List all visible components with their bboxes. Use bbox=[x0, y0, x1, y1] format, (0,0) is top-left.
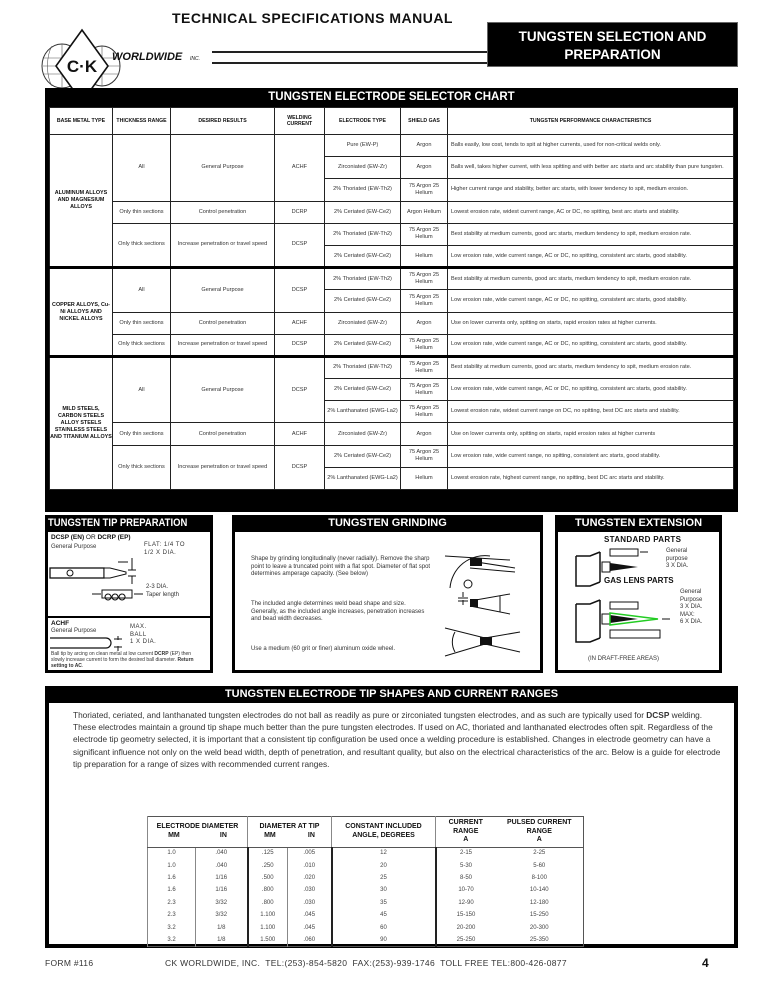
welding-current: DCRP bbox=[275, 201, 325, 223]
electrode-type: 2% Ceriated (EW-Ce2) bbox=[325, 201, 401, 223]
electrode-mm: 1.0 bbox=[148, 847, 196, 859]
electrode-type: 2% Ceriated (EW-Ce2) bbox=[325, 290, 401, 312]
electrode-mm: 2.3 bbox=[148, 897, 196, 909]
table-row bbox=[148, 934, 584, 946]
desired-result: Increase penetration or travel speed bbox=[171, 223, 275, 267]
current-range: 15-150 bbox=[436, 909, 496, 921]
shield-gas: 75 Argon 25 Helium bbox=[401, 445, 448, 467]
pulsed-current-range: 8-100 bbox=[496, 872, 584, 884]
tip-mm: 1.100 bbox=[248, 909, 288, 921]
col-angle: CONSTANT INCLUDED ANGLE, DEGREES bbox=[332, 817, 436, 848]
electrode-in: 3/32 bbox=[196, 897, 248, 909]
current-range-table bbox=[147, 816, 584, 947]
electrode-type: 2% Ceriated (EW-Ce2) bbox=[325, 245, 401, 267]
table-row bbox=[148, 847, 584, 859]
electrode-mm: 3.2 bbox=[148, 934, 196, 946]
grinding-text: Shape by grinding longitudinally (never radially). Remove the sharp point to leave a truncated point with a flat spot. Diameter of flat spot determines amperage capacity. (See below) bbox=[251, 556, 431, 577]
extension-title: TUNGSTEN EXTENSION bbox=[574, 517, 703, 529]
pulsed-current-range: 5-60 bbox=[496, 859, 584, 871]
tip-mm: .250 bbox=[248, 859, 288, 871]
table-row bbox=[50, 135, 734, 157]
table-row bbox=[50, 445, 734, 467]
logo-suffix: INC. bbox=[190, 56, 200, 62]
table-row bbox=[50, 334, 734, 356]
achf-section bbox=[48, 618, 210, 670]
table-row bbox=[148, 859, 584, 871]
included-angle: 20 bbox=[332, 859, 436, 871]
shield-gas: 75 Argon 25 Helium bbox=[401, 401, 448, 423]
electrode-in: 1/8 bbox=[196, 921, 248, 933]
thickness-range: Only thick sections bbox=[113, 334, 171, 356]
grinding-diagram-icon bbox=[440, 548, 540, 658]
section-title-line: TUNGSTEN SELECTION AND bbox=[518, 29, 707, 44]
electrode-in: .040 bbox=[196, 859, 248, 871]
shield-gas: Helium bbox=[401, 467, 448, 489]
selector-table bbox=[49, 107, 734, 490]
base-metal-type: ALUMINUM ALLOYS AND MAGNESIUM ALLOYS bbox=[50, 135, 113, 268]
column-header: THICKNESS RANGE bbox=[113, 108, 171, 135]
grinding-text: Use a medium (60 grit or finer) aluminum oxide wheel. bbox=[251, 646, 396, 652]
shield-gas: 75 Argon 25 Helium bbox=[401, 268, 448, 290]
included-angle: 30 bbox=[332, 884, 436, 896]
desired-result: Increase penetration or travel speed bbox=[171, 445, 275, 489]
electrode-in: .040 bbox=[196, 847, 248, 859]
thickness-range: All bbox=[113, 356, 171, 423]
welding-current: ACHF bbox=[275, 423, 325, 445]
welding-current: ACHF bbox=[275, 312, 325, 334]
thickness-range: Only thin sections bbox=[113, 423, 171, 445]
tip-prep-title-bar bbox=[48, 515, 210, 532]
tip-mm: 1.100 bbox=[248, 921, 288, 933]
mode-or: OR bbox=[84, 534, 98, 541]
gas-lens-label: General Purpose 3 X DIA. MAX: 6 X DIA. bbox=[680, 589, 703, 625]
grinding-title: TUNGSTEN GRINDING bbox=[328, 517, 447, 529]
tip-shapes-title: TUNGSTEN ELECTRODE TIP SHAPES AND CURRENT RANGES bbox=[224, 688, 559, 700]
page-number: 4 bbox=[702, 956, 709, 970]
electrode-type: Zirconiated (EW-Zr) bbox=[325, 423, 401, 445]
current-range: 25-250 bbox=[436, 934, 496, 946]
electrode-mm: 2.3 bbox=[148, 909, 196, 921]
current-range: 5-30 bbox=[436, 859, 496, 871]
thickness-range: Only thick sections bbox=[113, 223, 171, 267]
pulsed-current-range: 20-300 bbox=[496, 921, 584, 933]
electrode-type: Pure (EW-P) bbox=[325, 135, 401, 157]
electrode-mm: 3.2 bbox=[148, 921, 196, 933]
tip-in: .060 bbox=[288, 934, 332, 946]
col-pulsed-range: PULSED CURRENT RANGE A bbox=[496, 817, 584, 848]
shield-gas: Argon bbox=[401, 157, 448, 179]
tip-in: .030 bbox=[288, 897, 332, 909]
ball-tip-note: Ball tip by arcing on clean metal at low current DCRP (EP) then slowly increase current to form the desired ball diameter. Return setting to AC. bbox=[51, 651, 194, 669]
performance-characteristics: Low erosion rate, wide current range, AC or DC, no spitting, consistent arc starts, good stability. bbox=[448, 334, 734, 356]
standard-parts-title: STANDARD PARTS bbox=[604, 535, 682, 544]
electrode-type: 2% Ceriated (EW-Ce2) bbox=[325, 445, 401, 467]
performance-characteristics: Low erosion rate, wide current range, AC or DC, no spitting, consistent arc starts, good stability. bbox=[448, 290, 734, 312]
contact-info: CK WORLDWIDE, INC. TEL:(253)-854-5820 FAX:(253)-939-1746 TOLL FREE TEL:800-426-0877 bbox=[165, 958, 567, 968]
desired-result: Control penetration bbox=[171, 201, 275, 223]
thickness-range: All bbox=[113, 268, 171, 312]
col-current-range: CURRENT RANGE A bbox=[436, 817, 496, 848]
performance-characteristics: Lowest erosion rate, widest current range on DC, no spitting, best DC arc starts and stability. bbox=[448, 401, 734, 423]
desired-result: General Purpose bbox=[171, 268, 275, 312]
table-row bbox=[148, 897, 584, 909]
electrode-selector-chart bbox=[45, 88, 738, 512]
tip-in: .045 bbox=[288, 921, 332, 933]
shield-gas: 75 Argon 25 Helium bbox=[401, 290, 448, 312]
grinding-panel bbox=[232, 515, 543, 673]
shield-gas: Argon Helium bbox=[401, 201, 448, 223]
included-angle: 90 bbox=[332, 934, 436, 946]
manual-title: TECHNICAL SPECIFICATIONS MANUAL bbox=[172, 10, 453, 26]
welding-current: DCSP bbox=[275, 268, 325, 312]
mode-dcsp: DCSP (EN) bbox=[51, 534, 85, 541]
electrode-in: 1/16 bbox=[196, 872, 248, 884]
logo-letters: C·K bbox=[66, 57, 98, 76]
performance-characteristics: Low erosion rate, wide current range, AC or DC, no spitting, consistent arc starts, good stability. bbox=[448, 245, 734, 267]
tip-in: .020 bbox=[288, 872, 332, 884]
performance-characteristics: Low erosion rate, wide current range, AC or DC, no spitting, consistent arc starts, good stability. bbox=[448, 379, 734, 401]
table-row bbox=[148, 884, 584, 896]
tip-mm: .125 bbox=[248, 847, 288, 859]
electrode-in: 1/16 bbox=[196, 884, 248, 896]
electrode-type: Zirconiated (EW-Zr) bbox=[325, 312, 401, 334]
tip-prep-title: TUNGSTEN TIP PREPARATION bbox=[48, 517, 188, 529]
flat-label: FLAT: 1/4 TO 1/2 X DIA. bbox=[144, 542, 186, 556]
electrode-type: 2% Thoriated (EW-Th2) bbox=[325, 356, 401, 378]
tip-preparation-panel bbox=[45, 515, 213, 673]
shield-gas: 75 Argon 25 Helium bbox=[401, 379, 448, 401]
electrode-type: 2% Thoriated (EW-Th2) bbox=[325, 179, 401, 201]
gas-lens-title: GAS LENS PARTS bbox=[604, 576, 674, 585]
shield-gas: Argon bbox=[401, 312, 448, 334]
shield-gas: Argon bbox=[401, 135, 448, 157]
current-range: 20-200 bbox=[436, 921, 496, 933]
included-angle: 25 bbox=[332, 872, 436, 884]
table-row bbox=[50, 423, 734, 445]
pulsed-current-range: 10-140 bbox=[496, 884, 584, 896]
column-header: SHIELD GAS bbox=[401, 108, 448, 135]
section-title-line: PREPARATION bbox=[564, 47, 661, 62]
desired-result: Control penetration bbox=[171, 423, 275, 445]
tip-in: .005 bbox=[288, 847, 332, 859]
included-angle: 12 bbox=[332, 847, 436, 859]
tip-in: .010 bbox=[288, 859, 332, 871]
pointed-tip-diagram-icon bbox=[48, 554, 210, 614]
thickness-range: Only thin sections bbox=[113, 312, 171, 334]
base-metal-type: COPPER ALLOYS, Cu-Ni ALLOYS AND NICKEL ALLOYS bbox=[50, 268, 113, 357]
column-header: TUNGSTEN PERFORMANCE CHARACTERISTICS bbox=[448, 108, 734, 135]
electrode-mm: 1.6 bbox=[148, 872, 196, 884]
desired-result: Control penetration bbox=[171, 312, 275, 334]
electrode-in: 1/8 bbox=[196, 934, 248, 946]
column-header: ELECTRODE TYPE bbox=[325, 108, 401, 135]
current-range: 2-15 bbox=[436, 847, 496, 859]
extension-panel bbox=[555, 515, 722, 673]
electrode-type: 2% Lanthanated (EWG-La2) bbox=[325, 467, 401, 489]
electrode-type: 2% Ceriated (EW-Ce2) bbox=[325, 334, 401, 356]
taper-label: 2-3 DIA. Taper length bbox=[146, 584, 180, 598]
performance-characteristics: Balls well, takes higher current, with less spitting and with better arc starts and arc stability than pure tungsten. bbox=[448, 157, 734, 179]
table-row bbox=[50, 268, 734, 290]
table-row bbox=[148, 872, 584, 884]
shield-gas: 75 Argon 25 Helium bbox=[401, 179, 448, 201]
desired-result: General Purpose bbox=[171, 356, 275, 423]
performance-characteristics: Best stability at medium currents, good arc starts, medium tendency to spit, medium erosion rate. bbox=[448, 223, 734, 245]
table-row bbox=[50, 223, 734, 245]
grinding-text: The included angle determines weld bead shape and size. Generally, as the included angle increases, penetration increases and bead width decreases. bbox=[251, 601, 425, 622]
pulsed-current-range: 25-350 bbox=[496, 934, 584, 946]
included-angle: 45 bbox=[332, 909, 436, 921]
column-header: WELDING CURRENT bbox=[275, 108, 325, 135]
section-title-box bbox=[487, 22, 738, 67]
performance-characteristics: Higher current range and stability, better arc starts, with lower tendency to spit, medium erosion. bbox=[448, 179, 734, 201]
welding-current: DCSP bbox=[275, 356, 325, 423]
shield-gas: 75 Argon 25 Helium bbox=[401, 334, 448, 356]
tip-shapes-section bbox=[45, 686, 738, 948]
performance-characteristics: Balls easily, low cost, tends to spit at higher currents, used for non-critical welds only. bbox=[448, 135, 734, 157]
welding-current: DCSP bbox=[275, 445, 325, 489]
welding-current: DCSP bbox=[275, 334, 325, 356]
pulsed-current-range: 2-25 bbox=[496, 847, 584, 859]
purpose-label: General Purpose bbox=[51, 544, 97, 550]
current-range: 12-90 bbox=[436, 897, 496, 909]
current-range: 8-50 bbox=[436, 872, 496, 884]
welding-current: DCSP bbox=[275, 223, 325, 267]
electrode-in: 3/32 bbox=[196, 909, 248, 921]
base-metal-type: MILD STEELS, CARBON STEELS ALLOY STEELS STAINLESS STEELS AND TITANIUM ALLOYS bbox=[50, 356, 113, 489]
welding-current: ACHF bbox=[275, 135, 325, 202]
included-angle: 60 bbox=[332, 921, 436, 933]
mode-achf: ACHF bbox=[51, 620, 70, 627]
purpose-label: General Purpose bbox=[51, 628, 97, 634]
dcsp-section bbox=[48, 532, 210, 618]
table-row bbox=[50, 201, 734, 223]
performance-characteristics: Low erosion rate, wide current range, no spitting, consistent arc starts, good stability. bbox=[448, 445, 734, 467]
electrode-type: 2% Lanthanated (EWG-La2) bbox=[325, 401, 401, 423]
column-header: DESIRED RESULTS bbox=[171, 108, 275, 135]
shield-gas: 75 Argon 25 Helium bbox=[401, 223, 448, 245]
electrode-type: Zirconiated (EW-Zr) bbox=[325, 157, 401, 179]
tip-mm: 1.500 bbox=[248, 934, 288, 946]
tip-shapes-paragraph: Thoriated, ceriated, and lanthanated tungsten electrodes do not ball as readily as pure or zirconiated tungsten electrodes, and as such are typically used for DCSP welding. These electrodes maintain a ground tip shape much better than the pure tungsten electrodes. If used on AC, thoriated and lanthanated electrodes often spit. Regardless of the electrode tip geometry selected, it is important that a consistent tip configuration be used once a welding procedure is established. Changes in electrode geometry can have a significant influence not only on the weld bead width, depth of penetration, and resultant quality, but also on the electrical characteristics of the arc. Below is a guide for electrode tip preparation for a range of sizes with recommended current ranges. bbox=[73, 710, 721, 769]
table-row bbox=[50, 312, 734, 334]
ball-tip-diagram-icon bbox=[48, 634, 138, 652]
performance-characteristics: Use on lower currents only, spitting on starts, rapid erosion rates at higher currents. bbox=[448, 312, 734, 334]
shield-gas: Argon bbox=[401, 423, 448, 445]
tip-in: .030 bbox=[288, 884, 332, 896]
tip-mm: .800 bbox=[248, 897, 288, 909]
table-row bbox=[148, 921, 584, 933]
col-electrode-diameter: ELECTRODE DIAMETER MM IN bbox=[148, 817, 248, 848]
thickness-range: Only thin sections bbox=[113, 201, 171, 223]
tip-mm: .800 bbox=[248, 884, 288, 896]
performance-characteristics: Lowest erosion rate, highest current range, no spitting, best DC arc starts and stability. bbox=[448, 467, 734, 489]
desired-result: Increase penetration or travel speed bbox=[171, 334, 275, 356]
performance-characteristics: Best stability at medium currents, good arc starts, medium tendency to spit, medium erosion rate. bbox=[448, 268, 734, 290]
electrode-type: 2% Thoriated (EW-Th2) bbox=[325, 223, 401, 245]
ball-label: MAX. BALL 1 X DIA. bbox=[130, 624, 157, 645]
pulsed-current-range: 15-250 bbox=[496, 909, 584, 921]
pulsed-current-range: 12-180 bbox=[496, 897, 584, 909]
draft-free-note: (IN DRAFT-FREE AREAS) bbox=[588, 656, 660, 662]
performance-characteristics: Use on lower currents only, spitting on starts, rapid erosion rates at higher currents bbox=[448, 423, 734, 445]
current-range: 10-70 bbox=[436, 884, 496, 896]
table-row bbox=[148, 909, 584, 921]
tip-mm: .500 bbox=[248, 872, 288, 884]
form-number: FORM #116 bbox=[45, 958, 94, 968]
electrode-mm: 1.6 bbox=[148, 884, 196, 896]
torch-diagram-icon bbox=[558, 544, 678, 654]
shield-gas: Helium bbox=[401, 245, 448, 267]
mode-dcrp: DCRP (EP) bbox=[97, 534, 131, 541]
electrode-type: 2% Ceriated (EW-Ce2) bbox=[325, 379, 401, 401]
header-rule bbox=[212, 51, 488, 53]
electrode-type: 2% Thoriated (EW-Th2) bbox=[325, 268, 401, 290]
included-angle: 35 bbox=[332, 897, 436, 909]
thickness-range: All bbox=[113, 135, 171, 202]
thickness-range: Only thick sections bbox=[113, 445, 171, 489]
chart-title: TUNGSTEN ELECTRODE SELECTOR CHART bbox=[268, 91, 515, 103]
table-header-row bbox=[50, 108, 734, 135]
column-header: BASE METAL TYPE bbox=[50, 108, 113, 135]
desired-result: General Purpose bbox=[171, 135, 275, 202]
electrode-mm: 1.0 bbox=[148, 859, 196, 871]
standard-label: General purpose 3 X DIA. bbox=[666, 548, 689, 569]
header-rule bbox=[212, 62, 488, 64]
table-row bbox=[50, 356, 734, 378]
col-diameter-at-tip: DIAMETER AT TIP MM IN bbox=[248, 817, 332, 848]
logo-wordmark: WORLDWIDE bbox=[112, 51, 183, 63]
shield-gas: 75 Argon 25 Helium bbox=[401, 356, 448, 378]
performance-characteristics: Lowest erosion rate, widest current range, AC or DC, no spitting, best arc starts and stability. bbox=[448, 201, 734, 223]
tip-in: .045 bbox=[288, 909, 332, 921]
performance-characteristics: Best stability at medium currents, good arc starts, medium tendency to spit, medium erosion rate. bbox=[448, 356, 734, 378]
